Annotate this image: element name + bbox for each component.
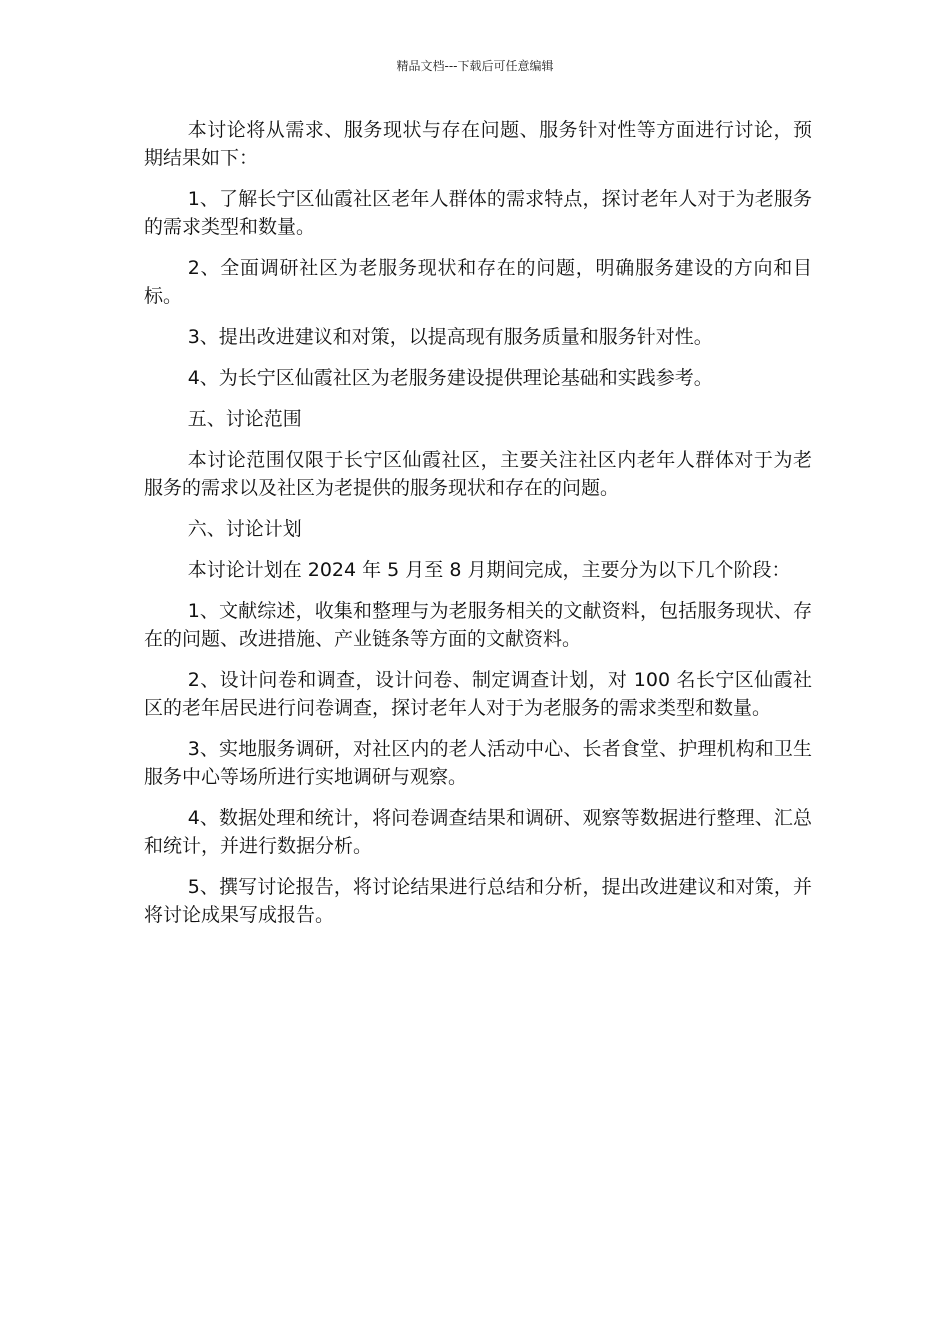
paragraph-plan: 本讨论计划在 2024 年 5 月至 8 月期间完成，主要分为以下几个阶段： — [187, 559, 791, 581]
paragraph-plan-step-4: 4、数据处理和统计，将问卷调查结果和调研、观察等数据进行整理、汇总和统计，并进行数据分析。 — [144, 807, 812, 857]
page-header: 精品文档---下载后可任意编辑 — [396, 59, 554, 73]
paragraph-result-2: 2、全面调研社区为老服务现状和存在的问题，明确服务建设的方向和目标。 — [144, 257, 812, 307]
section-heading-scope: 五、讨论范围 — [187, 408, 302, 430]
paragraph-plan-step-2: 2、设计问卷和调查，设计问卷、制定调查计划，对 100 名长宁区仙霞社区的老年居民进行问卷调查，探讨老年人对于为老服务的需求类型和数量。 — [144, 669, 812, 719]
paragraph-result-4: 4、为长宁区仙霞社区为老服务建设提供理论基础和实践参考。 — [187, 367, 713, 389]
paragraph-plan-step-5: 5、撰写讨论报告，将讨论结果进行总结和分析，提出改进建议和对策，并将讨论成果写成报告。 — [144, 876, 812, 926]
paragraph-result-1: 1、了解长宁区仙霞社区老年人群体的需求特点，探讨老年人对于为老服务的需求类型和数量。 — [144, 188, 812, 238]
paragraph-scope: 本讨论范围仅限于长宁区仙霞社区，主要关注社区内老年人群体对于为老服务的需求以及社区为老提供的服务现状和存在的问题。 — [144, 449, 812, 499]
paragraph-result-3: 3、提出改进建议和对策，以提高现有服务质量和服务针对性。 — [187, 326, 713, 348]
document-body — [144, 116, 812, 942]
paragraph-plan-step-3: 3、实地服务调研，对社区内的老人活动中心、长者食堂、护理机构和卫生服务中心等场所进行实地调研与观察。 — [144, 738, 812, 788]
paragraph-intro: 本讨论将从需求、服务现状与存在问题、服务针对性等方面进行讨论，预期结果如下： — [144, 119, 812, 169]
section-heading-plan: 六、讨论计划 — [187, 518, 302, 540]
paragraph-plan-step-1: 1、文献综述，收集和整理与为老服务相关的文献资料，包括服务现状、存在的问题、改进措施、产业链条等方面的文献资料。 — [144, 600, 812, 650]
